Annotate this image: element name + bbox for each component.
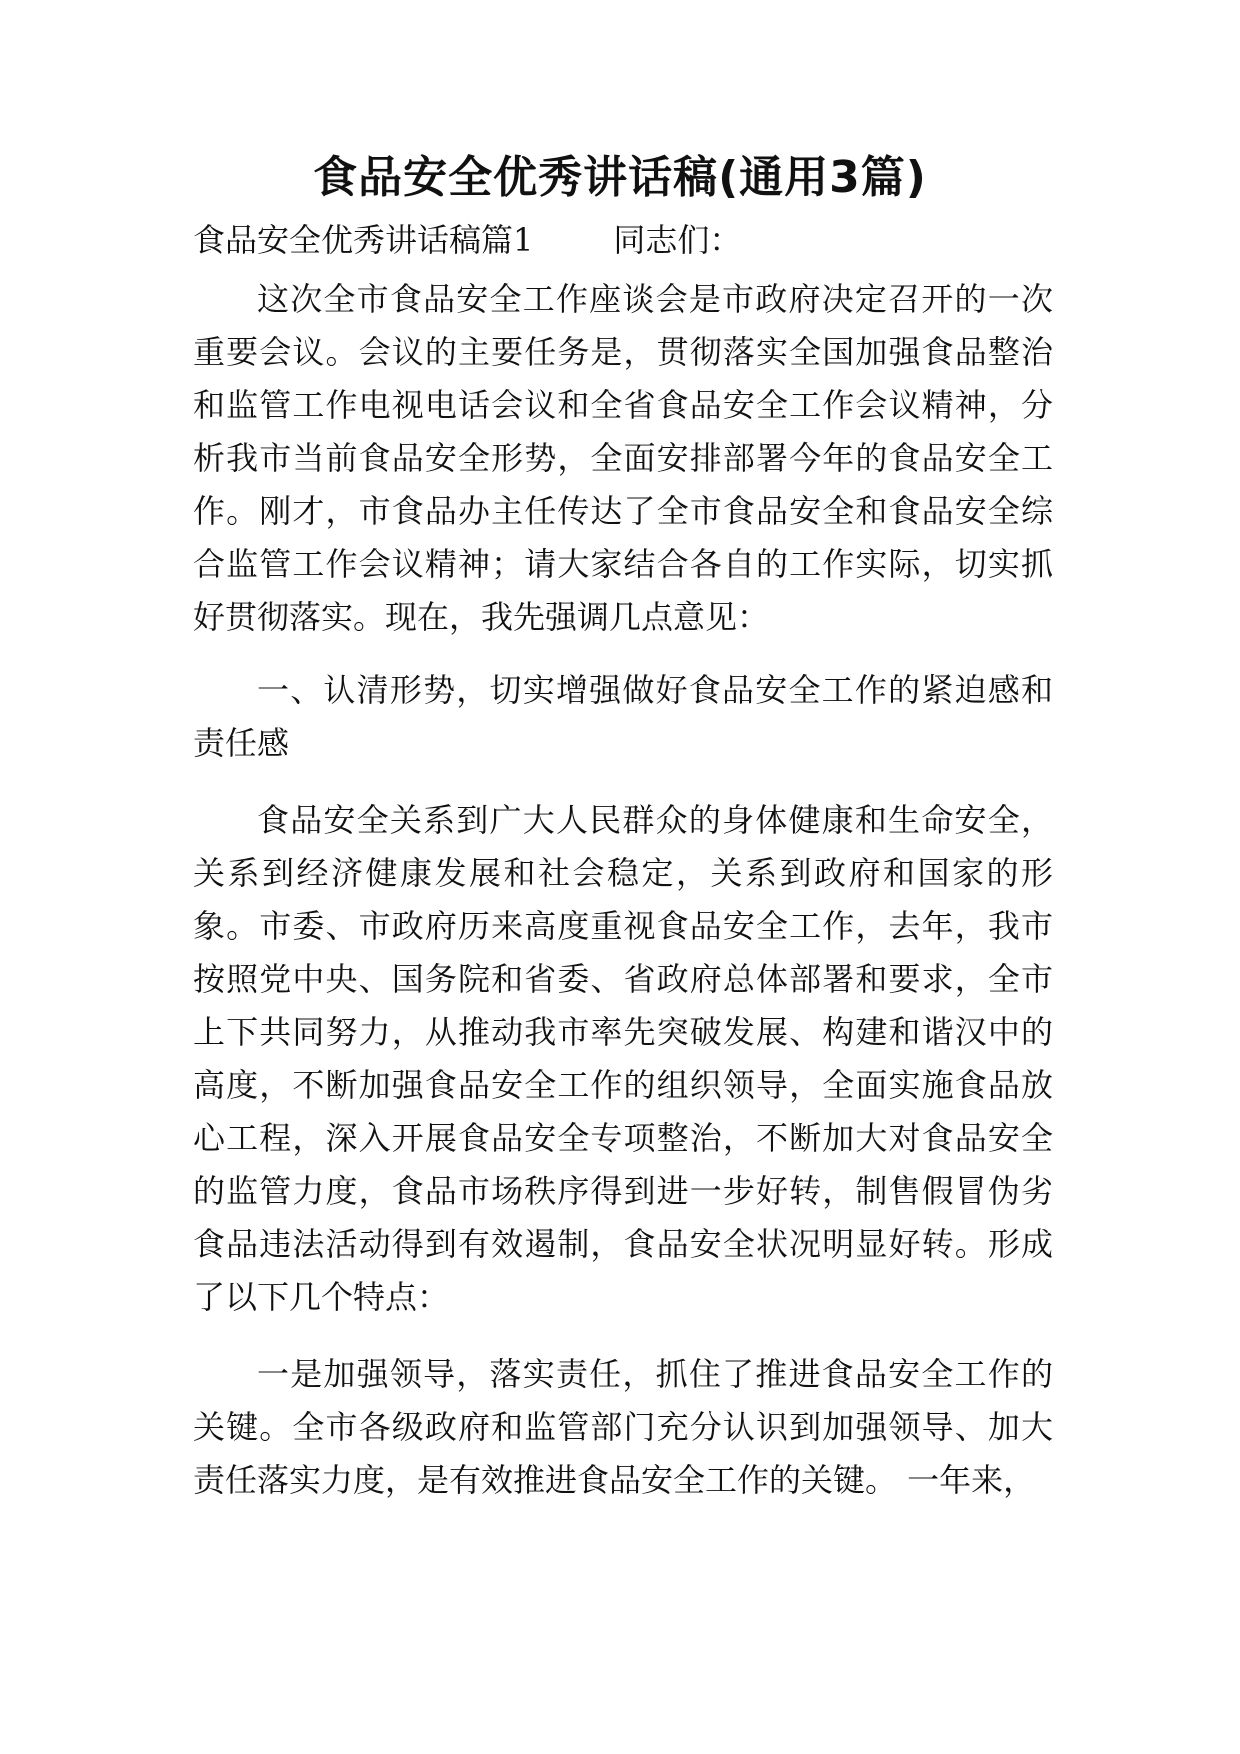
section-lead bbox=[193, 214, 1053, 267]
section-heading: 食品安全优秀讲话稿篇1 bbox=[193, 221, 534, 259]
salutation: 同志们： bbox=[613, 221, 742, 259]
paragraph-heading-one: 一、认清形势，切实增强做好食品安全工作的紧迫感和责任感 bbox=[193, 671, 1053, 762]
paragraph-point-one: 一是加强领导，落实责任，抓住了推进食品安全工作的关键。全市各级政府和监管部门充分认识到加强领导、加大责任落实力度，是有效推进食品安全工作的关键。 一年来， bbox=[193, 1355, 1053, 1499]
document-body bbox=[193, 214, 1053, 1507]
page-title: 食品安全优秀讲话稿(通用3篇) bbox=[313, 152, 927, 203]
paragraph-situation: 食品安全关系到广大人民群众的身体健康和生命安全，关系到经济健康发展和社会稳定，关系到政府和国家的形象。市委、市政府历来高度重视食品安全工作，去年，我市按照党中央、国务院和省委、省政府总体部署和要求，全市上下共同努力，从推动我市率先突破发展、构建和谐汉中的高度，不断加强食品安全工作的组织领导，全面实施食品放心工程，深入开展食品安全专项整治，不断加大对食品安全的监管力度，食品市场秩序得到进一步好转，制售假冒伪劣食品违法活动得到有效遏制，食品安全状况明显好转。形成了以下几个特点： bbox=[193, 801, 1053, 1316]
paragraph-intro: 这次全市食品安全工作座谈会是市政府决定召开的一次重要会议。会议的主要任务是，贯彻落实全国加强食品整治和监管工作电视电话会议和全省食品安全工作会议精神，分析我市当前食品安全形势，全面安排部署今年的食品安全工作。刚才，市食品办主任传达了全市食品安全和食品安全综合监管工作会议精神；请大家结合各自的工作实际，切实抓好贯彻落实。现在，我先强调几点意见： bbox=[193, 280, 1053, 636]
